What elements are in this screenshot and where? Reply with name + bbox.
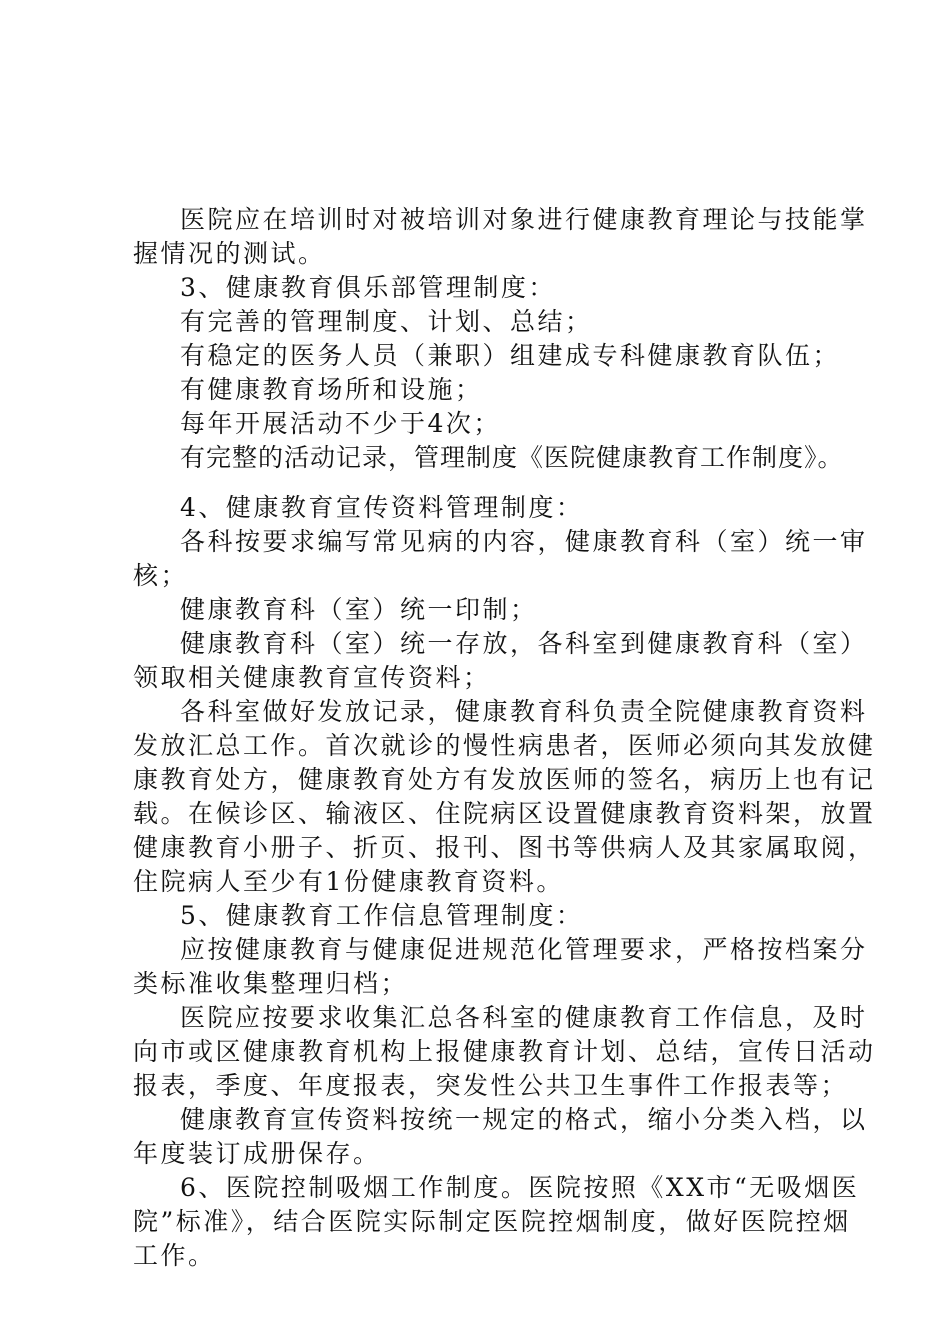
paragraph-line: 核；: [133, 561, 189, 590]
paragraph-line: 类标准收集整理归档；: [133, 969, 409, 998]
paragraph-line: 发放汇总工作。首次就诊的慢性病患者，医师必须向其发放健: [133, 731, 876, 760]
paragraph-line: 年度装订成册保存。: [133, 1139, 381, 1168]
paragraph-line: 应按健康教育与健康促进规范化管理要求，严格按档案分: [180, 935, 868, 964]
paragraph-line: 医院应按要求收集汇总各科室的健康教育工作信息，及时: [180, 1003, 868, 1032]
paragraph-line: 有健康教育场所和设施；: [180, 375, 483, 404]
paragraph-line: 健康教育科（室）统一印制；: [180, 595, 538, 624]
paragraph-line: 健康教育科（室）统一存放，各科室到健康教育科（室）: [180, 629, 868, 658]
paragraph-line: 健康教育小册子、折页、报刊、图书等供病人及其家属取阅，: [133, 833, 876, 862]
paragraph-line: 报表，季度、年度报表，突发性公共卫生事件工作报表等；: [133, 1071, 849, 1100]
paragraph-line: 医院应在培训时对被培训对象进行健康教育理论与技能掌: [180, 205, 868, 234]
paragraph-line: 院”标准》，结合医院实际制定医院控烟制度，做好医院控烟: [133, 1207, 851, 1236]
paragraph-line: 各科按要求编写常见病的内容，健康教育科（室）统一审: [180, 527, 868, 556]
paragraph-line: 每年开展活动不少于4次；: [180, 409, 501, 438]
paragraph-line: 各科室做好发放记录，健康教育科负责全院健康教育资料: [180, 697, 868, 726]
paragraph-line: 载。在候诊区、输液区、住院病区设置健康教育资料架，放置: [133, 799, 876, 828]
paragraph-line: 有完整的活动记录，管理制度《医院健康教育工作制度》。: [180, 443, 844, 472]
section-heading: 5、健康教育工作信息管理制度：: [180, 901, 584, 930]
paragraph-line: 有完善的管理制度、计划、总结；: [180, 307, 593, 336]
paragraph-line: 握情况的测试。: [133, 239, 326, 268]
paragraph-line: 康教育处方，健康教育处方有发放医师的签名，病历上也有记: [133, 765, 876, 794]
paragraph-line: 领取相关健康教育宣传资料；: [133, 663, 491, 692]
paragraph-line: 有稳定的医务人员（兼职）组建成专科健康教育队伍；: [180, 341, 841, 370]
paragraph-line: 向市或区健康教育机构上报健康教育计划、总结，宣传日活动: [133, 1037, 876, 1066]
section-heading: 4、健康教育宣传资料管理制度：: [180, 493, 584, 522]
section-heading: 3、健康教育俱乐部管理制度：: [180, 273, 556, 302]
paragraph-line: 健康教育宣传资料按统一规定的格式，缩小分类入档，以: [180, 1105, 868, 1134]
section-heading: 6、医院控制吸烟工作制度。医院按照《XX市“无吸烟医: [180, 1173, 860, 1202]
paragraph-line: 工作。: [133, 1241, 216, 1270]
paragraph-line: 住院病人至少有1份健康教育资料。: [133, 867, 564, 896]
